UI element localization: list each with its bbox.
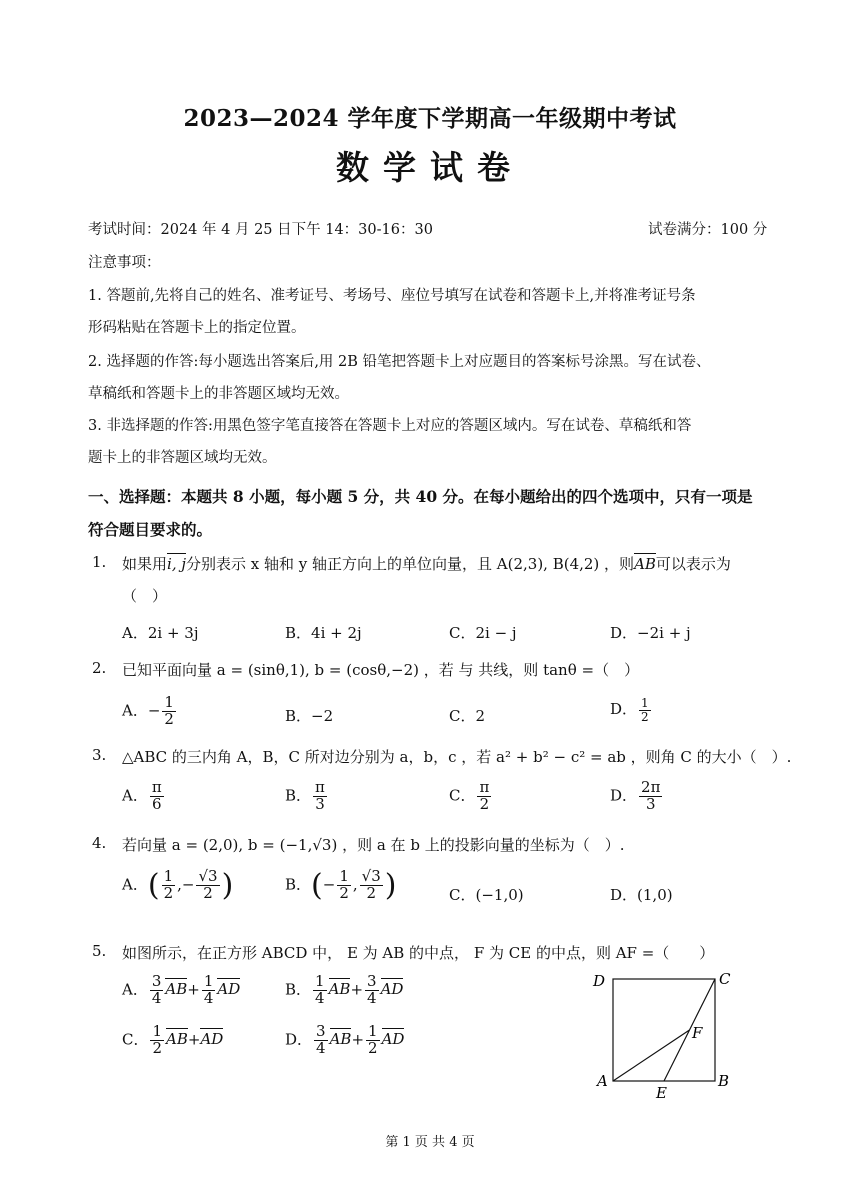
numerator: π xyxy=(479,778,490,796)
fraction xyxy=(639,697,651,723)
square-figure xyxy=(585,965,745,1105)
fraction xyxy=(314,1024,328,1057)
vector-ad: AD xyxy=(380,980,404,999)
option-a xyxy=(122,695,178,728)
vector-ab: AB xyxy=(328,980,351,999)
numerator: π xyxy=(315,778,325,796)
fraction xyxy=(162,695,176,728)
fraction xyxy=(313,974,327,1007)
question-stem: 如图所示，在正方形 ABCD 中， E 为 AB 的中点， F 为 CE 的中点，则 AF =（ ） xyxy=(122,944,715,962)
label-d: D xyxy=(593,972,606,990)
denominator: 4 xyxy=(367,988,377,1007)
note-line: 1. 答题前,先将自己的姓名、准考证号、考场号、座位号填写在试卷和答题卡上,并将准考证号条 xyxy=(88,288,696,304)
denominator: 3 xyxy=(645,794,656,813)
denominator: 2 xyxy=(339,884,349,902)
segment-ce xyxy=(664,979,715,1081)
fraction xyxy=(639,780,662,813)
question-number: 5. xyxy=(92,942,107,960)
option-b xyxy=(285,974,403,1007)
minus-sign: − xyxy=(322,875,336,894)
left-paren: ( xyxy=(311,868,323,903)
fraction xyxy=(360,869,383,902)
numerator: 1 xyxy=(152,1022,163,1040)
fraction xyxy=(477,780,491,813)
option-label: D． xyxy=(610,700,638,719)
segment-af xyxy=(613,1030,690,1081)
label-b: B xyxy=(718,1072,730,1090)
fraction xyxy=(162,869,176,902)
vector-ab: AB xyxy=(329,1030,352,1049)
option-c: C．2i − j xyxy=(449,624,517,642)
stem-text: 分别表示 x 轴和 y 轴正方向上的单位向量，且 A(2,3), B(4,2) ，则 xyxy=(186,555,635,573)
option-b: B．4i + 2j xyxy=(285,624,362,642)
denominator: 2 xyxy=(479,794,490,813)
left-paren: ( xyxy=(147,868,160,903)
option-label: C． xyxy=(122,1030,149,1049)
numerator: 2π xyxy=(641,778,661,796)
plus-sign: + xyxy=(187,980,200,999)
denominator: 3 xyxy=(315,794,325,813)
option-d: D．−2i + j xyxy=(610,624,691,642)
plus-sign: + xyxy=(351,1030,365,1049)
vector-ad: AD xyxy=(217,980,241,999)
label-c: C xyxy=(719,970,731,988)
numerator: √3 xyxy=(361,867,381,886)
vector-ab: AB xyxy=(165,980,188,999)
vector-ab: AB xyxy=(166,1030,188,1049)
label-f: F xyxy=(692,1024,703,1042)
exam-time: 考试时间：2024 年 4 月 25 日下午 14：30-16：30 xyxy=(88,222,433,238)
fraction xyxy=(196,869,219,902)
option-b xyxy=(285,780,329,813)
section-heading: 一、选择题：本题共 8 小题，每小题 5 分，共 40 分。在每小题给出的四个选项中，只有一项是 xyxy=(88,487,753,506)
option-c xyxy=(449,780,493,813)
numerator: π xyxy=(151,778,162,796)
page-footer: 第 1 页 共 4 页 xyxy=(385,1135,475,1150)
note-line: 草稿纸和答题卡上的非答题区域均无效。 xyxy=(88,386,349,402)
vector-ad: AD xyxy=(381,1030,405,1049)
numerator: 3 xyxy=(151,972,162,990)
separator: ,− xyxy=(177,875,195,894)
note-line: 形码粘贴在答题卡上的指定位置。 xyxy=(88,320,306,336)
denominator: 2 xyxy=(152,1038,163,1057)
option-label: D． xyxy=(285,1030,313,1049)
exam-title: 2023—2024 学年度下学期高一年级期中考试 xyxy=(183,105,677,132)
vector-ab: AB xyxy=(634,555,656,573)
numerator: 1 xyxy=(368,1022,378,1040)
denominator: 2 xyxy=(163,884,174,902)
label-a: A xyxy=(597,1072,608,1090)
fraction xyxy=(150,1024,164,1057)
right-paren: ) xyxy=(221,868,234,903)
numerator: 1 xyxy=(339,867,349,886)
numerator: 1 xyxy=(203,972,214,990)
question-stem: 若向量 a = (2,0), b = (−1,√3) ，则 a 在 b 上的投影向量的坐标为（ ）. xyxy=(122,836,625,854)
numerator: 1 xyxy=(641,696,649,710)
option-label: A． xyxy=(122,701,148,720)
note-line: 题卡上的非答题区域均无效。 xyxy=(88,450,277,466)
denominator: 6 xyxy=(152,794,162,813)
note-line: 3. 非选择题的作答:用黑色签字笔直接答在答题卡上对应的答题区域内。写在试卷、草稿纸和答 xyxy=(88,418,692,434)
fraction xyxy=(337,869,351,902)
numerator: 1 xyxy=(315,972,325,990)
option-d xyxy=(610,697,653,723)
exam-subtitle: 数学试卷 xyxy=(336,148,524,187)
separator: , xyxy=(352,875,358,894)
option-d: D．(1,0) xyxy=(610,886,673,904)
denominator: 4 xyxy=(316,1038,326,1057)
denominator: 2 xyxy=(164,709,174,728)
option-d xyxy=(610,780,664,813)
option-c: C．(−1,0) xyxy=(449,886,524,904)
fraction xyxy=(202,974,216,1007)
right-paren: ) xyxy=(384,868,397,903)
fraction xyxy=(365,974,379,1007)
denominator: 2 xyxy=(368,1038,378,1057)
question-stem: △ABC 的三内角 A，B，C 所对边分别为 a，b，c ，若 a² + b² − c² = ab ，则角 C 的大小（ ）. xyxy=(122,748,792,766)
note-line: 2. 选择题的作答:每小题选出答案后,用 2B 铅笔把答题卡上对应题目的答案标号涂黑。写在试卷、 xyxy=(88,354,711,370)
denominator: 2 xyxy=(203,884,213,902)
option-label: B． xyxy=(285,980,312,999)
option-c xyxy=(122,1024,223,1057)
option-b: B．−2 xyxy=(285,707,334,725)
option-label: C． xyxy=(449,786,476,805)
full-score: 试卷满分：100 分 xyxy=(648,222,768,238)
option-label: A． xyxy=(122,980,148,999)
denominator: 4 xyxy=(315,988,325,1007)
question-stem xyxy=(122,553,731,574)
numerator: 1 xyxy=(163,867,174,886)
numerator: 3 xyxy=(367,972,377,990)
fraction xyxy=(150,780,164,813)
option-c: C．2 xyxy=(449,707,486,725)
option-a: A．2i + 3j xyxy=(122,624,199,642)
question-number: 3. xyxy=(92,746,107,764)
option-a xyxy=(122,868,233,903)
label-e: E xyxy=(656,1084,667,1102)
option-label: B． xyxy=(285,786,312,805)
option-label: A． xyxy=(122,875,148,894)
option-label: B． xyxy=(285,875,312,894)
denominator: 2 xyxy=(641,709,649,724)
vector-ad: AD xyxy=(200,1030,224,1049)
denominator: 2 xyxy=(366,884,376,902)
minus-sign: − xyxy=(147,701,161,720)
option-d xyxy=(285,1024,404,1057)
question-stem: 已知平面向量 a = (sinθ,1), b = (cosθ,−2) ，若 与 共线，则 tanθ =（ ） xyxy=(122,661,640,679)
numerator: 1 xyxy=(164,693,174,711)
unit-vectors: i, j xyxy=(167,555,186,573)
denominator: 4 xyxy=(203,988,214,1007)
answer-paren: （ ） xyxy=(122,587,168,605)
stem-text: 可以表示为 xyxy=(655,555,731,573)
option-b xyxy=(285,868,396,903)
plus-sign: + xyxy=(187,1030,201,1049)
fraction xyxy=(366,1024,380,1057)
fraction xyxy=(313,780,327,813)
section-heading-cont: 符合题目要求的。 xyxy=(88,520,213,539)
stem-text: 如果用 xyxy=(122,555,168,573)
option-label: D． xyxy=(610,786,638,805)
numerator: 3 xyxy=(316,1022,326,1040)
plus-sign: + xyxy=(350,980,364,999)
numerator: √3 xyxy=(198,867,218,886)
option-a xyxy=(122,974,240,1007)
denominator: 4 xyxy=(151,988,162,1007)
question-number: 1. xyxy=(92,553,107,571)
question-number: 4. xyxy=(92,834,107,852)
notes-heading: 注意事项： xyxy=(88,255,161,271)
option-label: A． xyxy=(122,786,148,805)
fraction xyxy=(150,974,164,1007)
option-a xyxy=(122,780,166,813)
question-number: 2. xyxy=(92,659,107,677)
